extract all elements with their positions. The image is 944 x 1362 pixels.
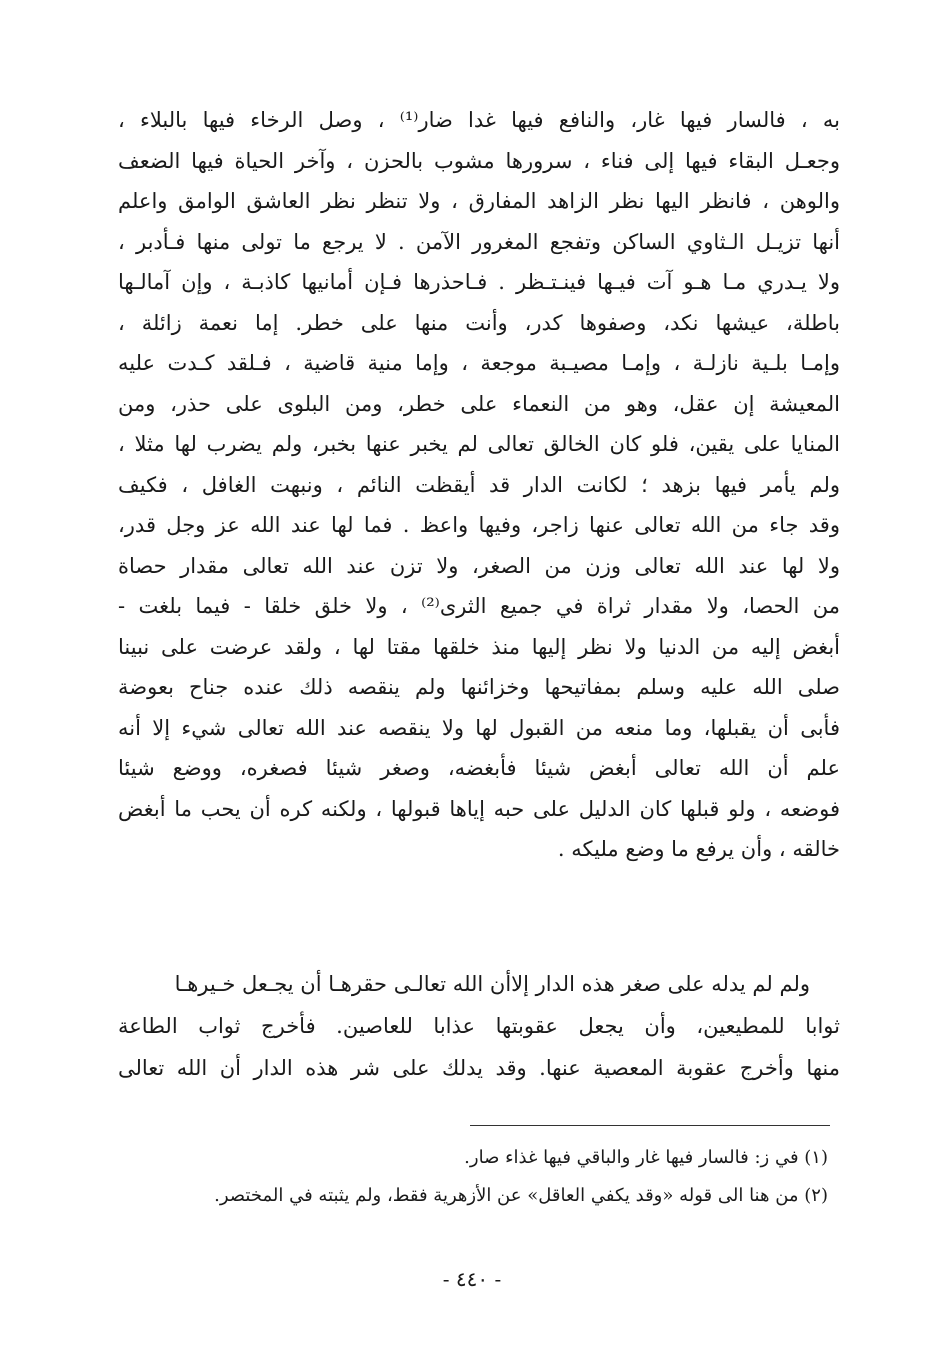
- text-line: منها وأخرج عقوبة المعصية عنها. وقد يدلك على شر هذه الدار أن الله تعالى: [118, 1056, 840, 1080]
- text-line: أنها تزيـل الـثاوي الساكن وتفجع المغرور الآمن . لا يرجع ما تولى منها فـأدبر ،: [118, 230, 840, 254]
- text-line: فوضعه ، ولو قبلها كان الدليل على حبه إياها قبولها ، ولكنه كره أن يحب ما أبغض: [118, 797, 840, 821]
- footnote-2: (٢) من هنا الى قوله «وقد يكفي العاقل» عن الأزهرية فقط، ولم يثبته في المختصر.: [214, 1185, 828, 1206]
- footnote-divider: [470, 1125, 830, 1126]
- text-line: فأبى أن يقبلها، وما منعه من القبول لها ولا ينقصه عند الله تعالى شيء إلا أنه: [118, 716, 840, 740]
- text-line: صلى الله عليه وسلم بمفاتيحها وخزائنها ولم ينقصه ذلك عنده جناح بعوضة: [118, 675, 840, 699]
- text-line: المعيشة إن عقل، وهو من النعماء على خطر، ومن البلوى على حذر، ومن: [118, 392, 840, 416]
- text-line: من الحصا، ولا مقدار ثراة في جميع الثرى⁽²⁾ ، ولا خلق خلقا - فيما بلغت -: [118, 594, 840, 618]
- text-line: والوهن ، فانظر اليها نظر الزاهد المفارق ، ولا تنظر نظر العاشق الوامق واعلم: [118, 189, 840, 213]
- text-line: ولم لم يدله على صغر هذه الدار إلاأن الله تعالـى حقرهـا أن يجـعل خـيرهـا: [174, 972, 810, 996]
- text-line: ولم يأمر فيها بزهد ؛ لكانت الدار قد أيقظت النائم ، ونبهت الغافل ، فكيف: [118, 473, 840, 497]
- text-line: علم أن الله تعالى أبغض شيئا فأبغضه، وصغر شيئا فصغره، ووضع شيئا: [118, 756, 840, 780]
- text-line: ثوابا للمطيعين، وأن يجعل عقوبتها عذابا للعاصين. فأخرج ثواب الطاعة: [118, 1014, 840, 1038]
- text-line: وإمـا بلـية نازلـة ، وإمـا مصيـبة موجعة ، وإما منية قاضية ، فـلقد كـدت عليه: [118, 351, 840, 375]
- text-line: به ، فالسار فيها غار، والنافع فيها غدا ضار⁽¹⁾ ، وصل الرخاء فيها بالبلاء ،: [118, 108, 840, 132]
- text-line: ولا لها عند الله تعالى وزن من الصغر، ولا تزن عند الله تعالى مقدار حصاة: [118, 554, 840, 578]
- text-line: باطلة، عيشها نكد، وصفوها كدر، وأنت منها على خطر. إما نعمة زائلة ،: [118, 311, 840, 335]
- text-line: وجعـل البقاء فيها إلى فناء ، سرورها مشوب بالحزن ، وآخر الحياة فيها الضعف: [118, 149, 840, 173]
- text-line: وقد جاء من الله تعالى عنها زاجر، وفيها واعظ . فما لها عند الله عز وجل قدر،: [118, 513, 840, 537]
- footnote-1: (١) في ز: فالسار فيها غار والباقي فيها غذاء صار.: [464, 1147, 828, 1168]
- text-line: المنايا على يقين، فلو كان الخالق تعالى لم يخبر عنها بخبر، ولم يضرب لها مثلا ،: [118, 432, 840, 456]
- text-line: ولا يـدري مـا هـو آت فيـها فينـتـظر . فـاحذرها فـإن أمانيها كاذبـة ، وإن آمالـها: [118, 270, 840, 294]
- text-line: خالقه ، وأن يرفع ما وضع مليكه .: [557, 837, 840, 861]
- text-line: أبغض إليه من الدنيا ولا نظر إليها منذ خلقها مقتا لها ، ولقد عرضت على نبينا: [118, 635, 840, 659]
- page-number: - ٤٤٠ -: [442, 1267, 502, 1291]
